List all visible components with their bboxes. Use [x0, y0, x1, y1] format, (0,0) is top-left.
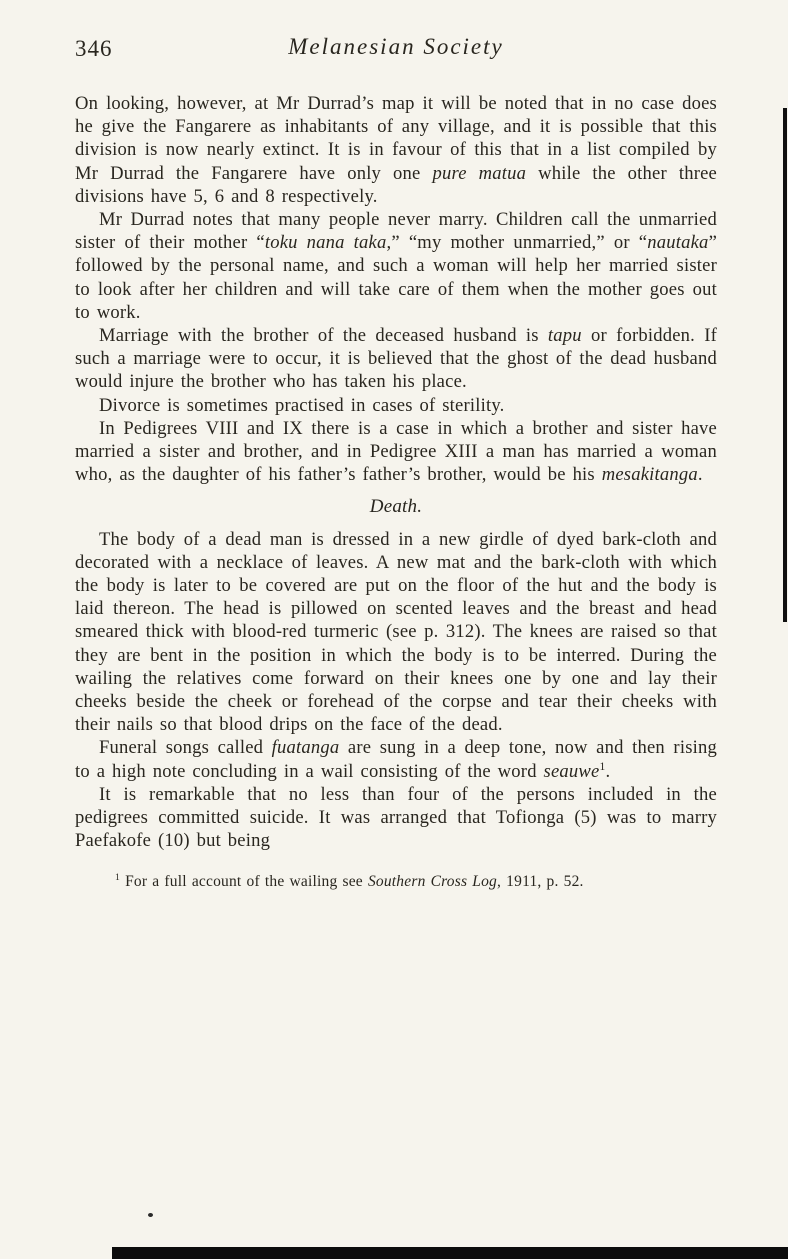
italic-term: tapu: [547, 325, 582, 347]
italic-term: nautaka: [647, 232, 709, 254]
text-run: On looking, however, at Mr Durrad’s map it will be noted that in no case does he give the Fangarere as inhabitants of any village, and it is possible that this division is now nearly extinct. It is in favour of this that in a list compiled by Mr Durrad the Fangarere have only one: [75, 93, 717, 184]
scan-artifact-bottom-bar: [112, 1247, 788, 1259]
footnote-marker: 1: [599, 760, 606, 773]
text-run: , 1911, p. 52.: [497, 872, 584, 890]
section-heading: Death.: [369, 496, 423, 518]
body-text: [75, 92, 717, 853]
paragraph: [75, 324, 717, 394]
text-run: ,” “my mother unmarried,” or “: [386, 232, 648, 254]
page-header: [75, 34, 717, 76]
page-content: [75, 34, 717, 891]
text-run: Divorce is sometimes practised in cases of sterility.: [99, 394, 505, 416]
text-run: In Pedigrees VIII and IX there is a case in which a brother and sister have married a sister and brother, and in Pedigree XIII a man has married a woman who, as the daughter of his father’s father’s brother, would be his: [75, 417, 717, 486]
footnote: [75, 873, 717, 891]
text-run: For a full account of the wailing see: [120, 872, 368, 890]
text-run: are sung in a deep tone, now and then rising to a high note concluding in a wail consisting of the word: [75, 737, 717, 782]
text-run: It is remarkable that no less than four of the persons included in the pedigrees committed suicide. It was arranged that Tofionga (5) was to marry Paefakofe (10) but being: [75, 783, 717, 852]
paragraph: [75, 736, 717, 782]
text-run: Funeral songs called: [99, 737, 272, 759]
text-run: Mr Durrad notes that many people never marry. Children call the unmarried sister of their mother “: [75, 209, 717, 254]
paragraph: [75, 528, 717, 737]
paragraph: [75, 92, 717, 208]
paragraph: [75, 417, 717, 487]
italic-term: Southern Cross Log: [367, 872, 498, 890]
text-run: .: [697, 464, 703, 486]
text-run: Marriage with the brother of the deceased husband is: [99, 325, 548, 347]
scan-artifact-dot: [148, 1213, 153, 1217]
italic-term: mesakitanga: [601, 464, 698, 486]
italic-term: pure matua: [432, 162, 527, 184]
paragraph: [75, 208, 717, 324]
page-number: 346: [75, 36, 113, 61]
text-run: The body of a dead man is dressed in a new girdle of dyed bark-cloth and decorated with a necklace of leaves. A new mat and the bark-cloth with which the body is later to be covered are put on the floor of the hut and the body is laid thereon. The head is pillowed on scented leaves and the breast and head smeared thick with blood-red turmeric (see p. 312). The knees are raised so that they are bent in the position in which the body is to be interred. During the wailing the relatives come forward on their knees one by one and lay their cheeks beside the cheek or forehead of the corpse and tear their cheeks with their nails so that blood drips on the face of the dead.: [75, 528, 717, 736]
text-run: ” followed by the personal name, and such a woman will help her married sister to look after her children and will take care of them when the mother goes out to work.: [75, 232, 718, 323]
running-title: Melanesian Society: [288, 34, 504, 59]
scan-artifact-right-line: [783, 108, 787, 622]
text-run: .: [605, 760, 611, 782]
paragraph: [75, 394, 717, 417]
italic-term: seauwe: [543, 760, 600, 782]
italic-term: fuatanga: [271, 737, 340, 759]
text-run: while the other three divisions have 5, 6 and 8 respectively.: [75, 162, 717, 207]
text-run: or forbidden. If such a marriage were to occur, it is believed that the ghost of the dead husband would injure the brother who has taken his place.: [75, 325, 718, 393]
paragraph: [75, 783, 717, 853]
italic-term: toku nana taka: [264, 232, 387, 254]
footnote-marker: 1: [115, 871, 120, 883]
